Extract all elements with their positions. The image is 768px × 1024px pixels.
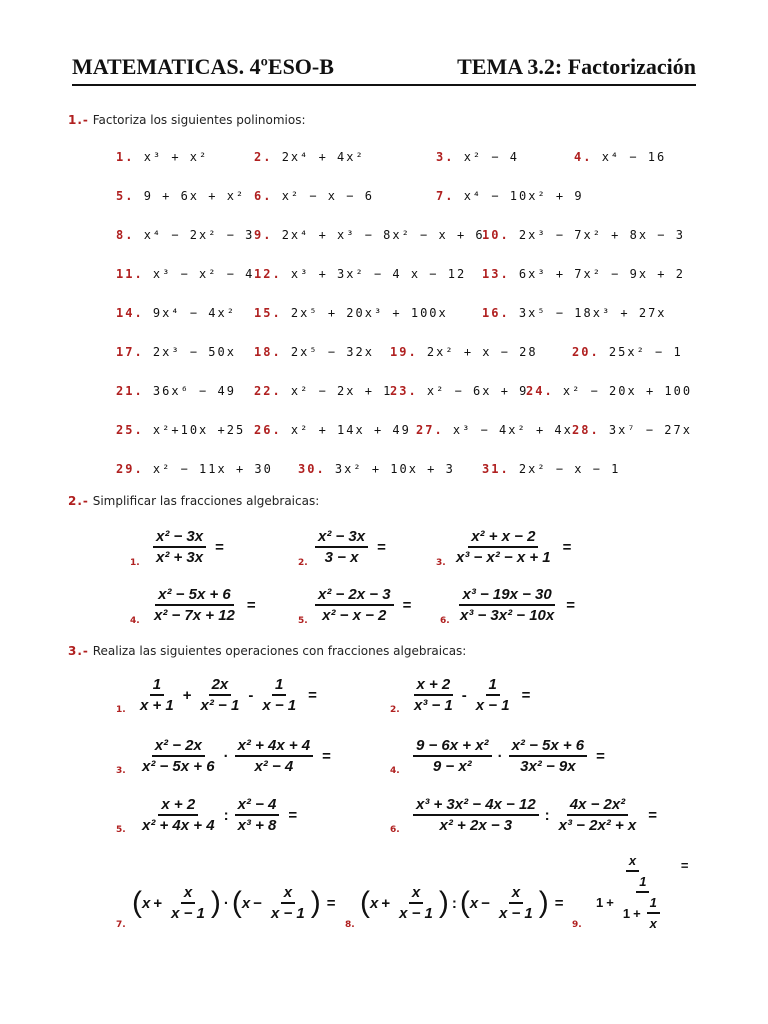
- polynomial-item: [116, 345, 236, 359]
- op-label-7: 7.: [116, 920, 126, 930]
- polynomial-expression: x² − 20x + 100: [562, 384, 693, 398]
- polynomial-expression: 3x⁷ − 27x: [608, 423, 692, 437]
- polynomial-item: [572, 423, 692, 437]
- fraction-numerator: x² − 3x: [153, 528, 206, 548]
- polynomial-expression: 2x³ − 50x: [152, 345, 236, 359]
- polynomial-number: 17.: [116, 345, 144, 359]
- polynomial-number: 31.: [482, 462, 510, 476]
- polynomial-expression: x² − 6x + 9: [426, 384, 529, 398]
- polynomial-number: 15.: [254, 306, 282, 320]
- polynomial-expression: 2x² + x − 28: [426, 345, 538, 359]
- polynomial-number: 11.: [116, 267, 144, 281]
- polynomial-item: [116, 423, 245, 437]
- polynomial-expression: x²+10x +25: [152, 423, 246, 437]
- fraction-denominator: x³ − x² − x + 1: [456, 549, 551, 566]
- op-label-3: 3.: [116, 766, 126, 776]
- polynomial-expression: 9x⁴ − 4x²: [152, 306, 236, 320]
- operation-7: ( x + $\frac{x}{x - 1}$ ) · ( x − $\frac{x}{x - 1}$ ) =: [132, 884, 336, 922]
- polynomial-item: [482, 462, 620, 476]
- fraction-expression: [148, 586, 256, 624]
- polynomial-expression: x² − x − 6: [281, 189, 374, 203]
- polynomial-expression: x³ − 4x² + 4x: [452, 423, 573, 437]
- op-label-8: 8.: [345, 920, 355, 930]
- polynomial-number: 28.: [572, 423, 600, 437]
- polynomial-number: 2.: [254, 150, 273, 164]
- polynomial-expression: 6x³ + 7x² − 9x + 2: [518, 267, 685, 281]
- polynomial-item: [482, 228, 685, 242]
- polynomial-number: 14.: [116, 306, 144, 320]
- polynomial-number: 9.: [254, 228, 273, 242]
- fraction-label: 3.: [436, 558, 446, 568]
- polynomial-expression: 25x² − 1: [608, 345, 683, 359]
- fraction-denominator: x² + 3x: [156, 549, 204, 566]
- op-label-1: 1.: [116, 705, 126, 715]
- op-label-6: 6.: [390, 825, 400, 835]
- equals-sign: =: [402, 596, 412, 614]
- equals-sign: =: [215, 538, 224, 556]
- section-1-heading: [68, 113, 306, 127]
- polynomial-number: 29.: [116, 462, 144, 476]
- polynomial-number: 7.: [436, 189, 455, 203]
- polynomial-number: 25.: [116, 423, 144, 437]
- fraction-numerator: x² − 2x − 3: [315, 586, 394, 606]
- section-2-heading: [68, 494, 319, 508]
- polynomial-item: [436, 189, 584, 203]
- operation-2: x + 2 x³ − 1 - $\frac{1}{x - 1}$ =: [414, 676, 531, 714]
- polynomial-number: 19.: [390, 345, 418, 359]
- operation-3: x² − 2x x² − 5x + 6 · $\frac{\text{x² + 4x + 4}}{\text{x² − 4}}$ =: [142, 737, 331, 775]
- polynomial-item: [254, 189, 374, 203]
- fraction-expression: [312, 586, 411, 624]
- polynomial-item: [482, 267, 685, 281]
- operation-9: x 1 + 1 1 + $\frac{1}{x}$ =: [596, 853, 689, 931]
- fraction-label: 4.: [130, 616, 140, 626]
- polynomial-item: [254, 423, 411, 437]
- op-label-5: 5.: [116, 825, 126, 835]
- polynomial-expression: x² + 14x + 49: [290, 423, 411, 437]
- fraction-label: 6.: [440, 616, 450, 626]
- polynomial-item: [116, 306, 236, 320]
- fraction-numerator: x² + x − 2: [468, 528, 538, 548]
- polynomial-item: [390, 345, 538, 359]
- header-subject: MATEMATICAS. 4ºESO-B: [72, 54, 334, 79]
- polynomial-item: [116, 462, 273, 476]
- polynomial-item: [526, 384, 692, 398]
- polynomial-number: 26.: [254, 423, 282, 437]
- polynomial-expression: 9 + 6x + x²: [143, 189, 246, 203]
- op-label-9: 9.: [572, 920, 582, 930]
- polynomial-expression: x⁴ − 2x² − 3: [143, 228, 255, 242]
- polynomial-number: 23.: [390, 384, 418, 398]
- polynomial-expression: 3x⁵ − 18x³ + 27x: [518, 306, 667, 320]
- polynomial-item: [254, 267, 466, 281]
- polynomial-number: 22.: [254, 384, 282, 398]
- polynomial-item: [254, 228, 485, 242]
- polynomial-item: [254, 306, 448, 320]
- fraction-expression: [150, 528, 224, 566]
- header-topic: TEMA 3.2: Factorización: [457, 54, 696, 79]
- polynomial-number: 4.: [574, 150, 593, 164]
- operation-1: 1 x + 1 + $\frac{2x}{\text{x² − 1}}$ - $\frac{1}{x - 1}$ =: [140, 676, 317, 714]
- polynomial-item: [254, 150, 365, 164]
- polynomial-item: [254, 384, 392, 398]
- polynomial-expression: x⁴ − 16: [601, 150, 667, 164]
- polynomial-item: [436, 150, 519, 164]
- polynomial-expression: 2x⁴ + 4x²: [281, 150, 365, 164]
- polynomial-number: 21.: [116, 384, 144, 398]
- fraction-expression: [450, 528, 571, 566]
- polynomial-number: 1.: [116, 150, 135, 164]
- operation-5: x + 2 x² + 4x + 4 : $\frac{\text{x² − 4}}{\text{x³ + 8}}$ =: [142, 796, 298, 834]
- fraction-numerator: x² − 5x + 6: [155, 586, 234, 606]
- polynomial-number: 30.: [298, 462, 326, 476]
- polynomial-item: [116, 150, 208, 164]
- polynomial-number: 12.: [254, 267, 282, 281]
- polynomial-number: 5.: [116, 189, 135, 203]
- polynomial-item: [116, 384, 236, 398]
- operation-8: ( x + $\frac{x}{x - 1}$ ) : ( x − $\frac{x}{x - 1}$ ) =: [360, 884, 564, 922]
- fraction-numerator: x² − 3x: [315, 528, 368, 548]
- fraction-label: 2.: [298, 558, 308, 568]
- fraction-numerator: x³ − 19x − 30: [459, 586, 554, 606]
- operation-4: 9 − 6x + x² 9 − x² · $\frac{\text{x² − 5x + 6}}{\text{3x² − 9x}}$ =: [410, 737, 605, 775]
- section-1-title: Factoriza los siguientes polinomios:: [92, 113, 306, 127]
- op-label-2: 2.: [390, 705, 400, 715]
- polynomial-expression: x² − 4: [463, 150, 520, 164]
- fraction-denominator: x² − 7x + 12: [154, 607, 235, 624]
- polynomial-item: [298, 462, 455, 476]
- section-2-title: Simplificar las fracciones algebraicas:: [92, 494, 320, 508]
- polynomial-number: 20.: [572, 345, 600, 359]
- fraction-denominator: x² − x − 2: [322, 607, 387, 624]
- polynomial-expression: x² − 2x + 1: [290, 384, 393, 398]
- polynomial-expression: 2x³ − 7x² + 8x − 3: [518, 228, 685, 242]
- polynomial-expression: 2x² − x − 1: [518, 462, 621, 476]
- polynomial-item: [416, 423, 573, 437]
- equals-sign: =: [377, 538, 386, 556]
- fraction-denominator: 3 − x: [324, 549, 359, 566]
- polynomial-item: [574, 150, 666, 164]
- polynomial-expression: 36x⁶ − 49: [152, 384, 236, 398]
- fraction-denominator: x³ − 3x² − 10x: [460, 607, 555, 624]
- polynomial-number: 24.: [526, 384, 554, 398]
- polynomial-expression: 2x⁵ − 32x: [290, 345, 374, 359]
- section-3-title: Realiza las siguientes operaciones con fracciones algebraicas:: [92, 644, 467, 658]
- polynomial-expression: 2x⁵ + 20x³ + 100x: [290, 306, 448, 320]
- section-2-number: 2.-: [68, 494, 89, 508]
- fraction-expression: [454, 586, 575, 624]
- polynomial-item: [390, 384, 528, 398]
- polynomial-item: [254, 345, 374, 359]
- polynomial-item: [116, 267, 254, 281]
- polynomial-number: 13.: [482, 267, 510, 281]
- polynomial-number: 16.: [482, 306, 510, 320]
- polynomial-expression: x⁴ − 10x² + 9: [463, 189, 584, 203]
- operation-6: x³ + 3x² − 4x − 12 x² + 2x − 3 : $\frac{\text{4x − 2x²}}{\text{x³ − 2x² + x}}$ =: [410, 796, 657, 834]
- polynomial-expression: x³ + 3x² − 4 x − 12: [290, 267, 467, 281]
- fraction-expression: [312, 528, 386, 566]
- polynomial-number: 10.: [482, 228, 510, 242]
- polynomial-item: [116, 189, 245, 203]
- equals-sign: =: [566, 596, 575, 614]
- equals-sign: =: [562, 538, 572, 556]
- polynomial-expression: 3x² + 10x + 3: [334, 462, 455, 476]
- polynomial-expression: x³ + x²: [143, 150, 209, 164]
- op-label-4: 4.: [390, 766, 400, 776]
- polynomial-number: 18.: [254, 345, 282, 359]
- polynomial-item: [116, 228, 254, 242]
- fraction-label: 1.: [130, 558, 140, 568]
- polynomial-item: [482, 306, 667, 320]
- polynomial-number: 3.: [436, 150, 455, 164]
- equals-sign: =: [246, 596, 256, 614]
- polynomial-expression: x³ − x² − 4: [152, 267, 255, 281]
- section-3-heading: [68, 644, 466, 658]
- polynomial-number: 27.: [416, 423, 444, 437]
- section-1-number: 1.-: [68, 113, 89, 127]
- polynomial-expression: 2x⁴ + x³ − 8x² − x + 6: [281, 228, 485, 242]
- fraction-label: 5.: [298, 616, 308, 626]
- polynomial-number: 6.: [254, 189, 273, 203]
- polynomial-item: [572, 345, 683, 359]
- polynomial-expression: x² − 11x + 30: [152, 462, 273, 476]
- page-header: [72, 50, 696, 86]
- section-3-number: 3.-: [68, 644, 89, 658]
- polynomial-number: 8.: [116, 228, 135, 242]
